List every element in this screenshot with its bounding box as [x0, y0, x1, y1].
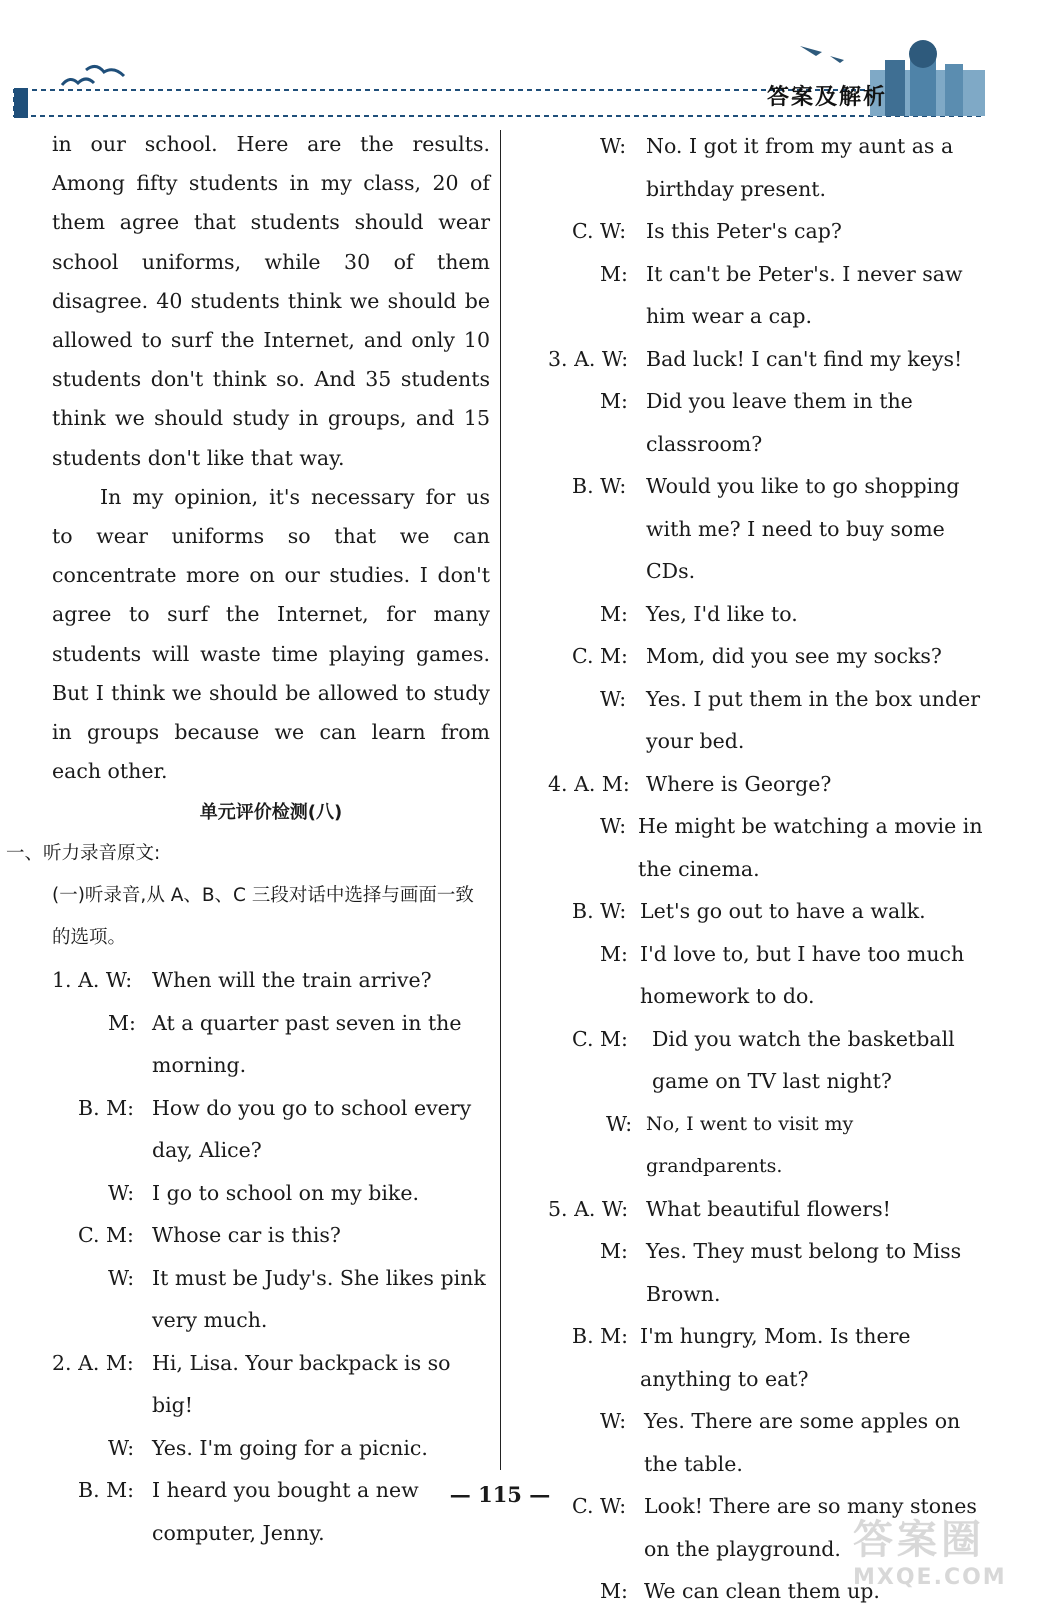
dialogue-line: [548, 1018, 993, 1103]
header-decoration: [0, 0, 1057, 120]
speaker-label: W:: [108, 1180, 135, 1205]
speaker-label: W:: [600, 1409, 627, 1433]
speaker-label: M:: [600, 601, 628, 626]
dialogue-text: What beautiful flowers!: [646, 1196, 891, 1221]
dialogue-text: Hi, Lisa. Your backpack is so big!: [152, 1350, 451, 1418]
header-title: 答案及解析: [766, 85, 887, 110]
dialogue-text: Would you like to go shopping with me? I need to buy some CDs.: [646, 474, 960, 583]
section-title: 单元评价检测(八): [199, 802, 343, 824]
dialogue-line: [548, 125, 993, 210]
dialogue-text: He might be watching a movie in the cinema.: [638, 814, 983, 881]
dialogue-line: [52, 1002, 490, 1087]
speaker-label: M:: [600, 1239, 628, 1263]
speaker-label: C. M:: [572, 644, 628, 668]
dialogue-line: [548, 465, 993, 593]
speaker-label: W:: [108, 1435, 135, 1460]
speaker-label: 2. A. M:: [52, 1350, 134, 1375]
dialogue-line: [548, 678, 993, 763]
left-column: [6, 125, 490, 1554]
dialogue-line: [548, 890, 993, 933]
header-left-cap: [14, 88, 28, 118]
dialogue-text: I'm hungry, Mom. Is there anything to eat?: [640, 1324, 911, 1391]
page-header: [0, 0, 1057, 120]
dialogue-text: Yes. I'm going for a picnic.: [152, 1435, 428, 1460]
opinion-paragraph: In my opinion, it's necessary for us to wear uniforms so that we can concentrate more on our studies. I don't agree to surf the Internet, for many students will waste time playing games. But I think we should be allowed to study in groups because we can learn from each other.: [52, 484, 490, 784]
speaker-label: W:: [600, 134, 627, 158]
dialogue-line: [548, 933, 993, 1018]
dialogue-line: [548, 380, 993, 465]
dialogue-line: [548, 1315, 993, 1400]
dialogue-text: Did you leave them in the classroom?: [646, 389, 913, 456]
speaker-label: W:: [600, 814, 627, 838]
speaker-label: B. M:: [78, 1478, 134, 1503]
dialogue-line: [548, 763, 993, 806]
dialogue-text: I go to school on my bike.: [152, 1180, 420, 1205]
dialogue-text: Look! There are so many stones on the playground.: [644, 1494, 977, 1561]
dialogue-text: Whose car is this?: [152, 1223, 341, 1248]
speaker-label: C. M:: [78, 1223, 134, 1248]
dialogue-line: [548, 210, 993, 253]
speaker-label: M:: [600, 389, 628, 413]
dialogue-text: No. I got it from my aunt as a birthday present.: [646, 134, 954, 201]
part-instruction: (一)听录音,从 A、B、C 三段对话中选择与画面一致的选项。: [52, 885, 474, 949]
bird-icon: [62, 79, 94, 85]
dialogue-text: Yes. They must belong to Miss Brown.: [646, 1239, 962, 1306]
dialogue-text: How do you go to school every day, Alice?: [152, 1095, 472, 1163]
dialogue-text: Is this Peter's cap?: [646, 219, 842, 243]
dialogue-text: It must be Judy's. She likes pink very much.: [152, 1265, 486, 1333]
survey-paragraph: in our school. Here are the results. Among fifty students in my class, 20 of them agree that students should wear school uniforms, while 30 of them disagree. 40 students think we should be allowed to surf the Internet, and only 10 students don't think so. And 35 students think we should study in groups, and 15 students don't like that way.: [52, 132, 490, 470]
dialogue-line: [52, 1342, 490, 1427]
speaker-label: C. W:: [572, 219, 627, 243]
speaker-label: B. W:: [572, 899, 627, 923]
dialogue-line: [548, 1103, 993, 1188]
speaker-label: 5. A. W:: [548, 1196, 629, 1221]
dialogue-text: When will the train arrive?: [152, 968, 432, 993]
speaker-label: M:: [600, 261, 628, 286]
dialogue-text: Bad luck! I can't find my keys!: [646, 346, 963, 371]
speaker-label: 4. A. M:: [548, 771, 630, 796]
speaker-label: 3. A. W:: [548, 346, 629, 371]
part-heading: 一、听力录音原文:: [6, 843, 161, 865]
dialogue-text: At a quarter past seven in the morning.: [152, 1010, 462, 1078]
speaker-label: C. M:: [572, 1026, 628, 1051]
dialogue-text: No, I went to visit my grandparents.: [646, 1112, 854, 1177]
dialogue-text: Yes. There are some apples on the table.: [644, 1409, 961, 1476]
dialogue-text: Where is George?: [646, 771, 832, 796]
speaker-label: B. M:: [78, 1095, 134, 1120]
dialogue-text: We can clean them up.: [644, 1579, 880, 1603]
dialogue-line: [548, 635, 993, 678]
speaker-label: M:: [600, 941, 628, 966]
dialogue-line: [52, 1214, 490, 1257]
speaker-label: B. M:: [572, 1324, 628, 1348]
dialogue-text: Yes. I put them in the box under your bed.: [646, 686, 981, 753]
speaker-label: B. W:: [572, 474, 627, 498]
dialogue-line: [548, 253, 993, 338]
watermark-text-en: MXQE.COM: [853, 1565, 1007, 1590]
dialogue-text: Did you watch the basketball game on TV last night?: [652, 1026, 955, 1093]
speaker-label: W:: [108, 1265, 135, 1290]
watermark-logo: [853, 1508, 1043, 1588]
dialogue-line: [52, 959, 490, 1002]
speaker-label: W:: [600, 686, 627, 711]
dialogue-line: [52, 1427, 490, 1470]
speaker-label: M:: [600, 1579, 628, 1603]
paper-plane-icon: [800, 46, 822, 56]
watermark-text-cn: 答案圈: [853, 1517, 985, 1563]
dialogue-text: Yes, I'd like to.: [646, 601, 798, 626]
speaker-label: M:: [108, 1010, 136, 1035]
dialogue-line: [548, 1230, 993, 1315]
dialogue-line: [52, 1172, 490, 1215]
dialogue-line: [52, 1087, 490, 1172]
dialogue-text: I heard you bought a new computer, Jenny.: [152, 1478, 419, 1545]
bird-icon: [86, 66, 124, 76]
speaker-label: W:: [606, 1111, 633, 1136]
page-number: — 115 —: [449, 1482, 551, 1507]
dialogue-text: It can't be Peter's. I never saw him wear a cap.: [646, 261, 963, 328]
right-column: [548, 125, 993, 1613]
dialogue-line: [52, 1257, 490, 1342]
dialogue-text: Mom, did you see my socks?: [646, 644, 942, 668]
dialogue-line: [548, 1188, 993, 1231]
column-divider: [500, 130, 501, 1470]
dialogue-line: [548, 593, 993, 636]
dialogue-line: [548, 1400, 993, 1485]
dialogue-text: Let's go out to have a walk.: [640, 899, 926, 923]
speaker-label: C. W:: [572, 1494, 627, 1518]
speaker-label: 1. A. W:: [52, 968, 133, 993]
dialogue-line: [548, 805, 993, 890]
dialogue-text: I'd love to, but I have too much homework to do.: [640, 941, 965, 1008]
dialogue-line: [548, 338, 993, 381]
